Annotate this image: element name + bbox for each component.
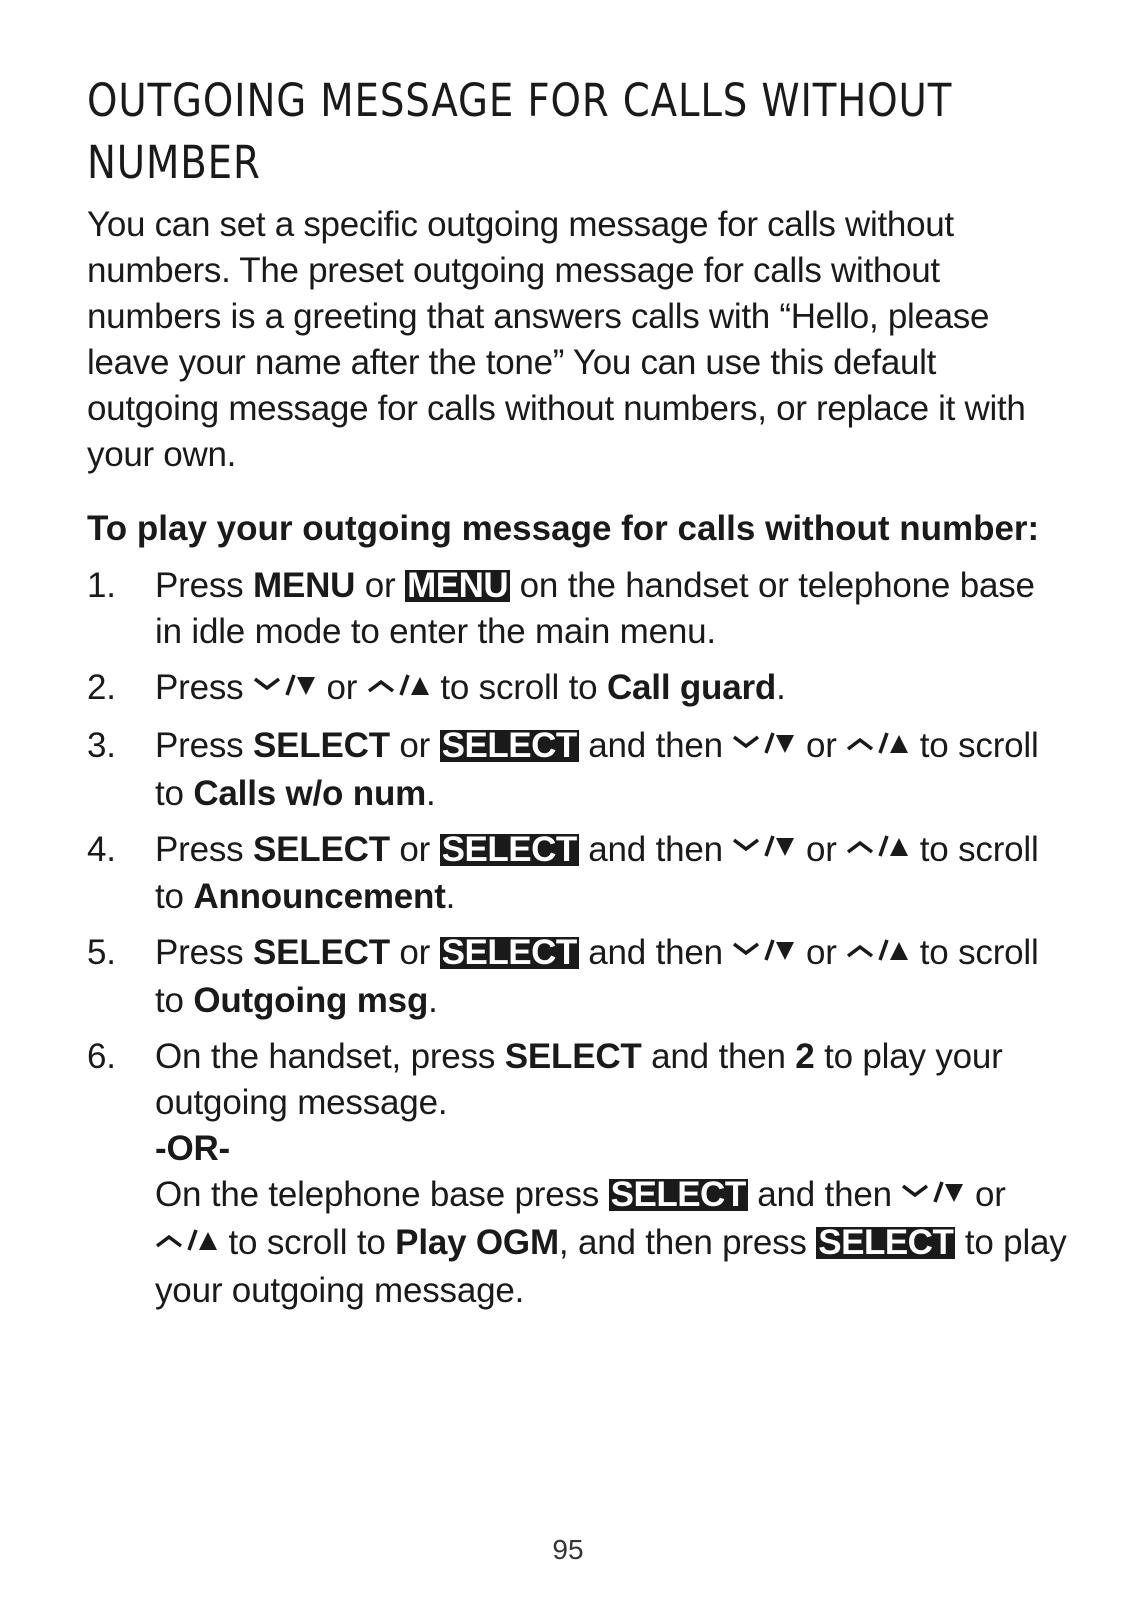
up-icon bbox=[846, 828, 910, 874]
or-separator: -OR- bbox=[155, 1129, 231, 1168]
step-text: to scroll to bbox=[440, 668, 598, 707]
up-icon bbox=[846, 725, 910, 771]
word-press: Press bbox=[155, 566, 244, 605]
word-or: or bbox=[805, 933, 837, 973]
select-base-key: SELECT bbox=[818, 1222, 954, 1262]
down-icon bbox=[732, 828, 796, 874]
step-target: Calls w/o num bbox=[193, 773, 427, 813]
word-or: or bbox=[974, 1175, 1006, 1214]
menu-key: MENU bbox=[253, 566, 356, 605]
word-or: or bbox=[399, 725, 431, 765]
step-2: 2. Press or to scroll to Call guard. bbox=[87, 665, 1067, 713]
step-3: 3. Press SELECT or SELECT and then or to scroll to Calls w/o num. bbox=[87, 723, 1067, 817]
word-press: Press bbox=[155, 725, 244, 765]
step-1 bbox=[87, 563, 1067, 655]
word-scroll-to: scroll to bbox=[155, 829, 1039, 917]
section-title: OUTGOING MESSAGE FOR CALLS WITHOUT NUMBER bbox=[87, 74, 953, 189]
word-or: or bbox=[399, 829, 431, 869]
word-scroll-to: scroll to bbox=[155, 933, 1039, 1020]
step-5: 5. Press SELECT or SELECT and then or to scroll to Outgoing msg. bbox=[87, 930, 1067, 1024]
down-icon bbox=[732, 725, 796, 771]
word-to: to bbox=[919, 829, 949, 869]
step-target: Announcement bbox=[193, 877, 446, 917]
manual-page bbox=[87, 70, 1067, 1324]
word-to: to bbox=[919, 725, 949, 765]
word-or: or bbox=[364, 566, 396, 605]
step-text: to play your outgoing message. bbox=[155, 1037, 1003, 1122]
word-and-then: and then bbox=[588, 933, 723, 973]
step-number: 1. bbox=[87, 566, 116, 605]
step-number: 6. bbox=[87, 1037, 116, 1076]
page-number: 95 bbox=[552, 1534, 584, 1565]
select-key: SELECT bbox=[253, 725, 390, 765]
select-key: SELECT bbox=[504, 1037, 642, 1076]
word-press: Press bbox=[155, 668, 244, 707]
intro-paragraph: You can set a specific outgoing message for calls without numbers. The preset outgoing message for calls without numbers is a greeting that answers calls with “Hello, please leave your name after the tone” You can use this default outgoing message for calls without numbers, or replace it with your own. bbox=[87, 205, 1026, 474]
word-and-then: and then bbox=[588, 829, 723, 869]
step-text: , and then press bbox=[558, 1222, 807, 1262]
word-and-then: and then bbox=[651, 1037, 786, 1076]
word-and-then: and then bbox=[588, 725, 723, 765]
select-base-key: SELECT bbox=[441, 933, 577, 973]
up-icon bbox=[846, 932, 910, 978]
step-number: 4. bbox=[87, 829, 116, 869]
select-base-key: SELECT bbox=[441, 829, 577, 869]
up-icon bbox=[155, 1222, 219, 1268]
menu-base-key: MENU bbox=[407, 566, 509, 605]
word-or: or bbox=[805, 829, 837, 869]
word-to: to bbox=[919, 933, 949, 973]
word-or: or bbox=[326, 668, 358, 707]
select-base-key: SELECT bbox=[610, 1175, 746, 1214]
word-scroll-to: scroll to bbox=[155, 725, 1039, 813]
down-icon bbox=[901, 1174, 965, 1220]
step-4: 4. Press SELECT or SELECT and then or to scroll to Announcement. bbox=[87, 827, 1067, 921]
step-text: On the telephone base press bbox=[155, 1175, 600, 1214]
step-6 bbox=[87, 1034, 1067, 1314]
procedure-heading: To play your outgoing message for calls without number: bbox=[87, 509, 1040, 548]
select-base-key: SELECT bbox=[441, 725, 577, 765]
steps-list bbox=[87, 563, 1067, 1314]
down-icon bbox=[253, 667, 317, 713]
step-number: 5. bbox=[87, 933, 116, 973]
step-text: On the handset, press bbox=[155, 1037, 496, 1076]
up-icon bbox=[367, 667, 431, 713]
digit-key: 2 bbox=[795, 1037, 815, 1076]
word-press: Press bbox=[155, 829, 244, 869]
step-number: 3. bbox=[87, 725, 116, 765]
word-press: Press bbox=[155, 933, 244, 973]
step-text: on the handset or telephone base in idle mode to enter the main menu. bbox=[155, 566, 1035, 651]
down-icon bbox=[732, 932, 796, 978]
step-target: Outgoing msg bbox=[193, 981, 429, 1020]
step-text: to play your outgoing message. bbox=[155, 1222, 1067, 1310]
select-key: SELECT bbox=[253, 933, 390, 973]
step-text: to scroll to bbox=[228, 1222, 386, 1262]
word-and-then: and then bbox=[757, 1175, 892, 1214]
step-target: Play OGM bbox=[395, 1222, 559, 1262]
word-or: or bbox=[805, 725, 837, 765]
step-number: 2. bbox=[87, 668, 116, 707]
select-key: SELECT bbox=[253, 829, 390, 869]
word-or: or bbox=[399, 933, 431, 973]
step-target: Call guard bbox=[606, 668, 777, 707]
